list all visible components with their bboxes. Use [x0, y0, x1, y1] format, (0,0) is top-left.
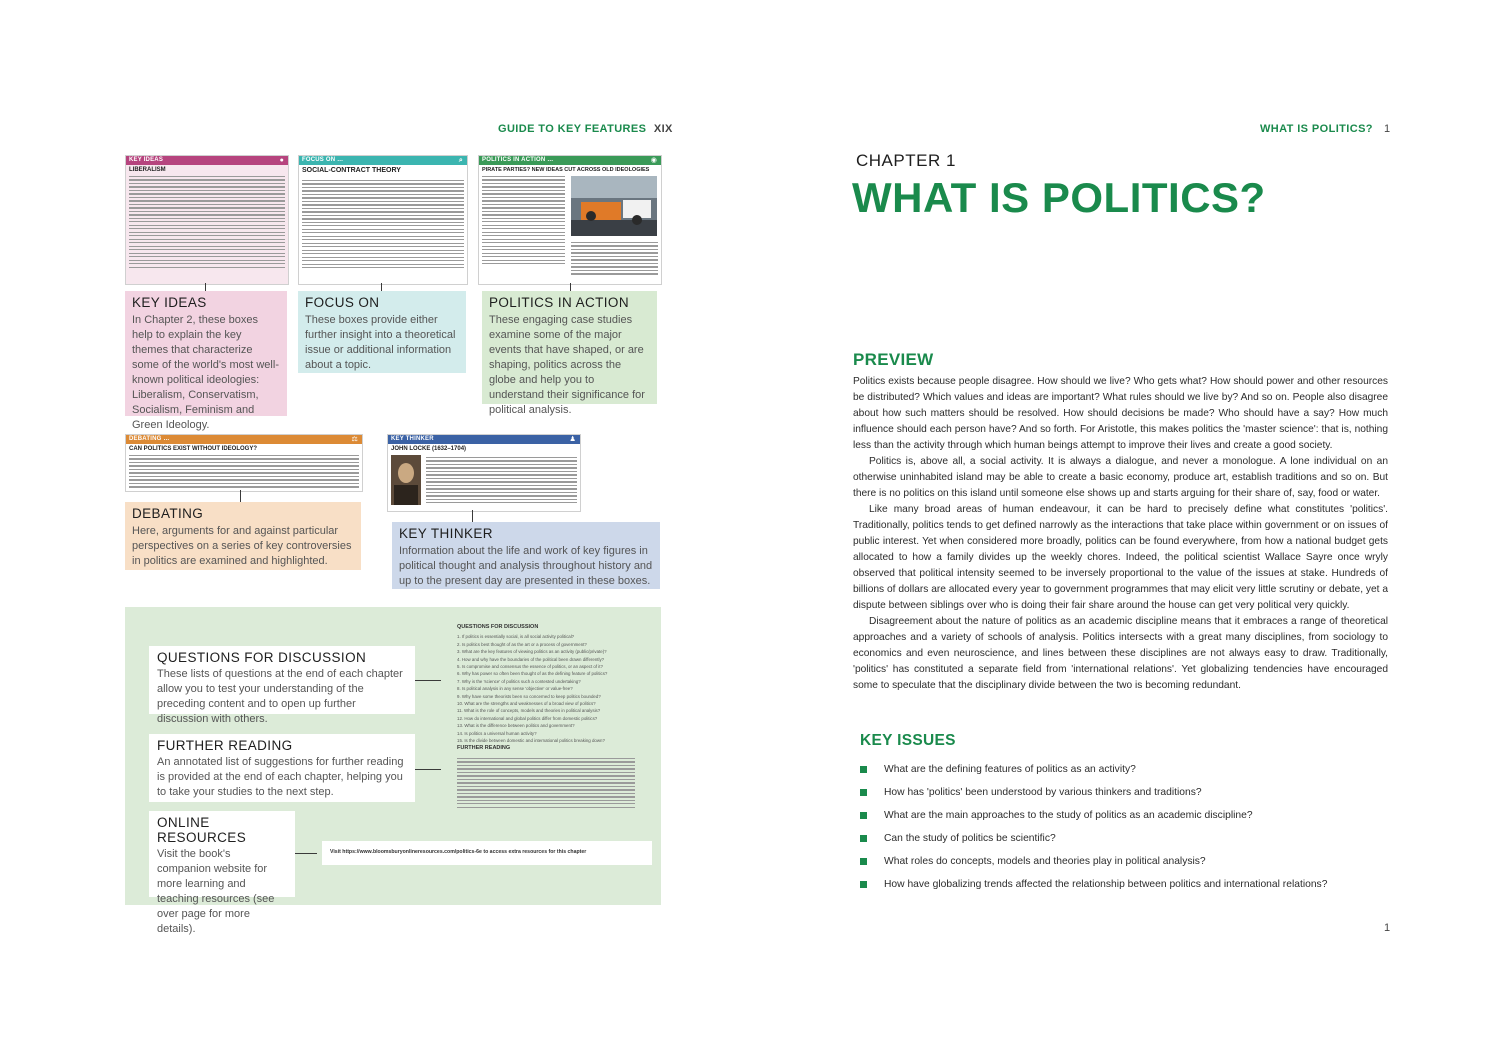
- debating-thumb-header: DEBATING … ⚖: [126, 435, 362, 444]
- politics-in-action-title: POLITICS IN ACTION: [489, 295, 629, 310]
- camera-icon: ◉: [650, 157, 657, 164]
- thumb-text-lines: [129, 176, 285, 270]
- protest-photo: [571, 176, 657, 236]
- further-reading-title: FURTHER READING: [157, 738, 293, 753]
- key-thinker-thumbnail: [387, 434, 581, 512]
- online-link-text[interactable]: Visit https://www.bloomsburyonlineresources.com/politics-6e to access extra resources for this chapter: [330, 849, 587, 855]
- key-ideas-text: In Chapter 2, these boxes help to explain the key themes that characterize some of the world's most well-known political ideologies: Liberalism, Conservatism, Socialism, Feminism and Green Ideology.: [132, 314, 279, 431]
- further-reading-box: [149, 734, 415, 802]
- left-page-number: XIX: [653, 123, 673, 135]
- key-issue-item: [860, 804, 1380, 827]
- thinker-icon: ♟: [569, 436, 576, 443]
- debating-thumb-subtitle: CAN POLITICS EXIST WITHOUT IDEOLOGY?: [129, 446, 258, 452]
- debating-text: Here, arguments for and against particular perspectives on a series of key controversies in politics are examined and highlighted.: [132, 525, 352, 567]
- key-issue-text: How has 'politics' been understood by various thinkers and traditions?: [884, 787, 1202, 798]
- key-thinker-thumb-subtitle: JOHN LOCKE (1632–1704): [391, 446, 467, 452]
- mini-reading-list: [457, 745, 653, 754]
- politics-in-action-box: [482, 291, 657, 416]
- right-running-head: [1260, 123, 1373, 135]
- mini-question: 11. What is the role of concepts, models and theories in political analysis?: [457, 708, 601, 714]
- search-icon: ⌕: [458, 157, 463, 164]
- key-issue-text: What roles do concepts, models and theories play in political analysis?: [884, 856, 1206, 867]
- right-page-number-top: 1: [1384, 123, 1391, 135]
- thumb-text-lines-col1: [482, 176, 565, 267]
- key-ideas-thumb-subtitle: LIBERALISM: [129, 167, 166, 173]
- key-thinker-title: KEY THINKER: [399, 526, 493, 541]
- preview-paragraph: Disagreement about the nature of politics as an academic discipline means that it embraces a range of theoretical approaches and a variety of schools of analysis. Politics intersects with a great many disciplines, from sociology to economics and even neuroscience, and lines between these disciplines are not always easy to draw. Traditionally, 'politics' has constituted a separate field from 'international relations'. Yet globalizing tendencies have encouraged some to speculate that the disciplinary divide between the two is becoming redundant.: [853, 616, 1388, 691]
- bullet-square-icon: [860, 789, 867, 796]
- bullet-square-icon: [860, 766, 867, 773]
- online-resources-title: ONLINE RESOURCES: [157, 815, 247, 845]
- thumb-text-lines: [426, 457, 577, 506]
- connector-line: [415, 769, 441, 770]
- debating-title: DEBATING: [132, 506, 204, 521]
- mini-question: 3. What are the key features of viewing politics as an activity (public/private)?: [457, 649, 607, 655]
- debating-box: [125, 502, 361, 570]
- key-issue-text: How have globalizing trends affected the relationship between politics and international relations?: [884, 879, 1328, 890]
- key-thinker-text: Information about the life and work of key figures in political thought and analysis throughout history and up to the present day are presented in these boxes.: [399, 545, 653, 587]
- mini-questions-heading: QUESTIONS FOR DISCUSSION: [457, 624, 539, 630]
- online-resources-text: Visit the book's companion website for more learning and teaching resources (see over page for more details).: [157, 848, 275, 935]
- focus-on-text: These boxes provide either further insight into a theoretical issue or additional information about a topic.: [305, 314, 456, 371]
- mini-question: 8. Is political analysis in any sense 'objective' or value-free?: [457, 686, 573, 692]
- mini-question: 1. If politics is essentially social, is all social activity political?: [457, 634, 575, 640]
- preview-heading: PREVIEW: [853, 350, 934, 369]
- portrait-image: [391, 455, 421, 505]
- preview-paragraph: Politics is, above all, a social activity. It is always a dialogue, and never a monologue. A lone individual on an otherwise uninhabited island may be able to create a basic economy, produce art, establish traditions and so on. But there is no politics on this island until someone else shows up and starts arguing for their share of, say, food or water.: [853, 456, 1388, 499]
- key-issue-item: [860, 873, 1380, 896]
- thumb-text-lines-col2: [571, 242, 658, 277]
- mini-question: 2. Is politics best thought of as the art or a process of government?: [457, 641, 587, 647]
- preview-paragraph: Politics exists because people disagree. How should we live? Who gets what? How should power and other resources be distributed? Which values and ideas are important? What rules should we live by? And so on. People also disagree about how such matters should be resolved. How should decisions be made? Who should have a say? How much influence should each person have? And so forth. For Aristotle, this makes politics the 'master science': that is, nothing less than the activity through which human beings attempt to improve their lives and create a good society.: [853, 376, 1388, 451]
- running-head-text: WHAT IS POLITICS?: [1260, 123, 1373, 135]
- bullet-square-icon: [860, 881, 867, 888]
- politics-in-action-thumbnail: [478, 155, 662, 285]
- bulb-icon: ●: [279, 157, 284, 164]
- mini-question: 12. How do international and global politics differ from domestic politics?: [457, 715, 598, 721]
- focus-on-thumb-subtitle: SOCIAL-CONTRACT THEORY: [302, 167, 401, 174]
- debate-icon: ⚖: [351, 436, 358, 443]
- key-ideas-thumb-header: KEY IDEAS ●: [126, 156, 288, 165]
- mini-question: 13. What is the difference between politics and government?: [457, 723, 575, 729]
- mini-question: 4. How and why have the boundaries of the political been drawn differently?: [457, 656, 605, 662]
- thumb-text-lines: [129, 455, 359, 490]
- connector-line: [295, 853, 317, 854]
- key-issues-list: [860, 758, 1380, 896]
- key-issue-item: [860, 781, 1380, 804]
- online-link-strip: [322, 841, 652, 865]
- bullet-square-icon: [860, 812, 867, 819]
- end-of-chapter-panel: [125, 607, 661, 935]
- bullet-square-icon: [860, 835, 867, 842]
- pia-thumb-subtitle: PIRATE PARTIES? NEW IDEAS CUT ACROSS OLD IDEOLOGIES: [482, 167, 650, 173]
- bullet-square-icon: [860, 858, 867, 865]
- chapter-title: WHAT IS POLITICS?: [852, 174, 1266, 221]
- key-issue-item: [860, 827, 1380, 850]
- key-issue-item: [860, 850, 1380, 873]
- key-issue-item: [860, 758, 1380, 781]
- focus-on-thumbnail: [298, 155, 468, 285]
- right-page-number-bottom: 1: [1384, 922, 1391, 934]
- preview-body: [853, 374, 1388, 694]
- key-thinker-thumb-header: KEY THINKER ♟: [388, 435, 580, 444]
- mini-question: 7. Why is the 'science' of politics such a contested undertaking?: [457, 678, 581, 684]
- mini-reading-heading: FURTHER READING: [457, 745, 511, 751]
- mini-question: 9. Why have some theorists been so concerned to keep politics bounded?: [457, 693, 601, 699]
- focus-on-title: FOCUS ON: [305, 295, 380, 310]
- mini-question: 6. Why has power so often been thought of as the defining feature of politics?: [457, 671, 608, 677]
- politics-in-action-text: These engaging case studies examine some of the major events that have shaped, or are shaping, politics across the globe and help you to understand their significance for political analysis.: [489, 314, 645, 416]
- pia-thumb-header: POLITICS IN ACTION … ◉: [479, 156, 661, 165]
- mini-question: 14. Is politics a universal human activity?: [457, 730, 537, 736]
- debating-thumbnail: [125, 434, 363, 492]
- mini-reading-lines: [457, 758, 635, 810]
- right-page: [750, 0, 1500, 1061]
- questions-title: QUESTIONS FOR DISCUSSION: [157, 650, 367, 665]
- connector-line: [240, 490, 241, 502]
- left-running-head: [498, 123, 673, 135]
- connector-line: [415, 680, 441, 681]
- chapter-label: CHAPTER 1: [856, 151, 956, 170]
- key-ideas-box: [125, 291, 287, 431]
- online-resources-box: [149, 811, 295, 935]
- mini-questions-list: [457, 624, 653, 745]
- questions-box: [149, 646, 415, 725]
- further-reading-text: An annotated list of suggestions for further reading is provided at the end of each chapter, helping you to take your studies to the next step.: [157, 756, 404, 798]
- mini-question: 5. Is compromise and consensus the essence of politics, or an aspect of it?: [457, 664, 603, 670]
- preview-paragraph: Like many broad areas of human endeavour, it can be hard to precisely define what constitutes 'politics'. Traditionally, politics tends to get defined narrowly as the interactions that take place within government or on issues of public interest. Yet when considered more broadly, politics can be found everywhere, from how a national budget gets allocated to how a family divides up the weekly chores. Indeed, the political scientist Wallace Sayre once wryly observed that political intensity seemed to be inversely proportional to the value of the issues at stake. Hundreds of billions of dollars are allocated every year to government programmes that may elicit very little scrutiny or debate, yet a dispute between siblings over who is doing their fair share around the house can get very political very quickly.: [853, 504, 1388, 611]
- focus-on-box: [298, 291, 466, 373]
- thumb-text-lines: [302, 180, 464, 271]
- focus-on-thumb-header: FOCUS ON … ⌕: [299, 156, 467, 165]
- key-ideas-thumbnail: [125, 155, 289, 285]
- connector-line: [472, 510, 473, 522]
- key-issue-text: Can the study of politics be scientific?: [884, 833, 1056, 844]
- running-head-text: GUIDE TO KEY FEATURES: [498, 123, 647, 135]
- key-thinker-box: [392, 522, 660, 589]
- key-issue-text: What are the main approaches to the study of politics as an academic discipline?: [884, 810, 1253, 821]
- questions-text: These lists of questions at the end of each chapter allow you to test your understanding of the preceding content and to open up further discussion with others.: [157, 668, 403, 725]
- key-ideas-title: KEY IDEAS: [132, 295, 207, 310]
- key-issue-text: What are the defining features of politics as an activity?: [884, 764, 1136, 775]
- key-issues-heading: KEY ISSUES: [860, 732, 956, 749]
- mini-question: 10. What are the strengths and weaknesses of a broad view of politics?: [457, 701, 596, 707]
- mini-question: 15. Is the divide between domestic and international politics breaking down?: [457, 738, 605, 744]
